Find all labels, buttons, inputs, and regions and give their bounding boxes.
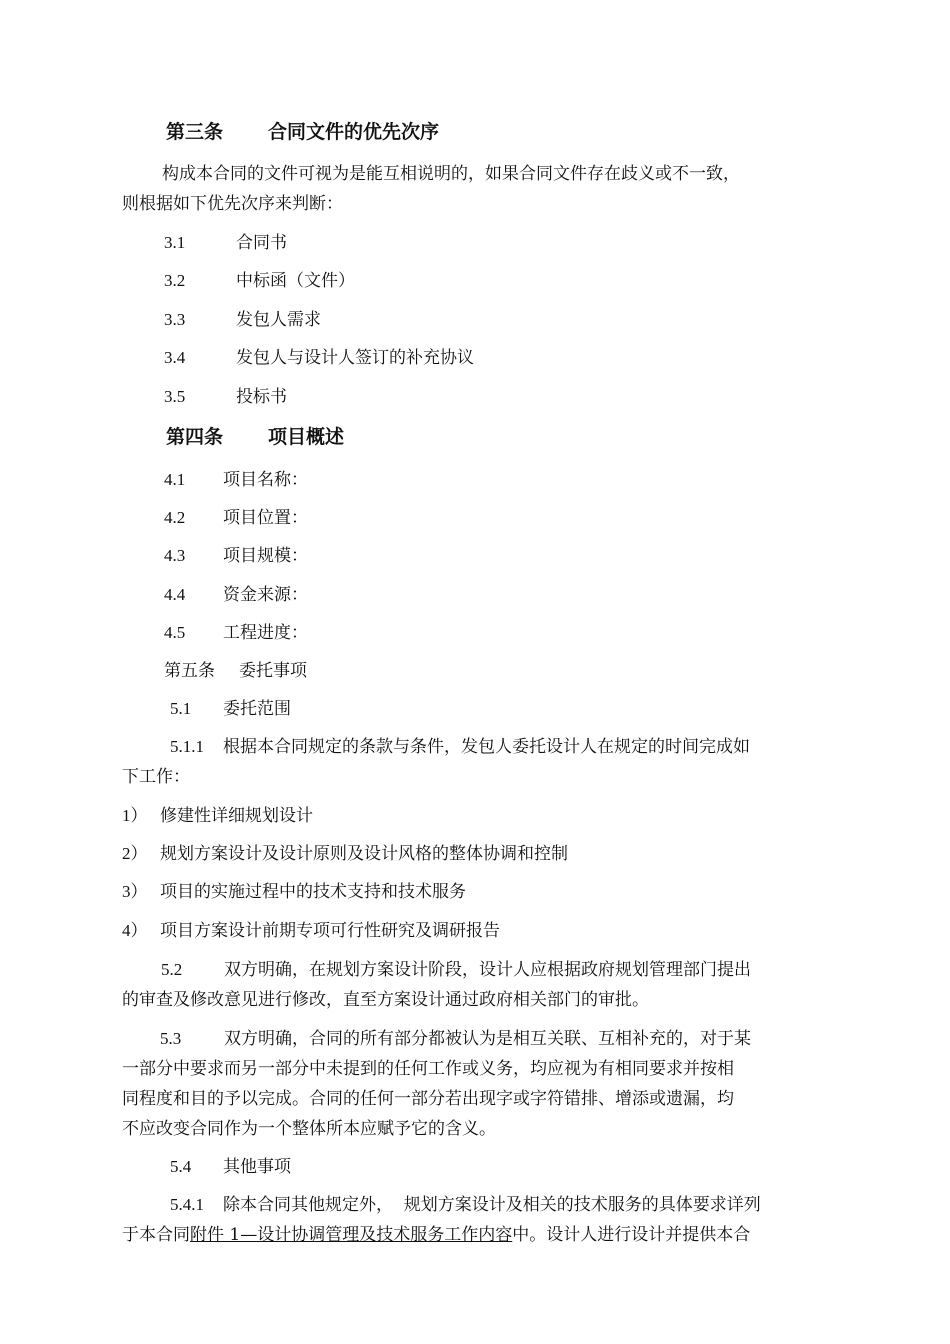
clause-4-3-text: 项目规模： (223, 546, 308, 566)
clause-3-5-text: 投标书 (236, 387, 287, 407)
clause-3-5-number: 3.5 (164, 387, 186, 406)
article-4-title: 项目概述 (268, 426, 345, 448)
clause-3-3-number: 3.3 (164, 310, 186, 329)
clause-5-1-1-number: 5.1.1 (170, 737, 204, 756)
clause-3-2-text: 中标函（文件） (236, 271, 355, 291)
article-3-number: 第三条 (166, 121, 224, 143)
clause-4-5-number: 4.5 (164, 623, 186, 642)
annex-1-reference-link[interactable]: 附件 1—设计协调管理及技术服务工作内容 (190, 1225, 513, 1245)
clause-5-3-line-3: 同程度和目的予以完成。合同的任何一部分若出现字或字符错排、增添或遗漏，均 (122, 1089, 734, 1109)
article-3-title: 合同文件的优先次序 (268, 121, 440, 143)
clause-5-3-line-2: 一部分中要求而另一部分中未提到的任何工作或义务，均应视为有相同要求并按相 (122, 1059, 734, 1079)
clause-5-1-1-line-2: 下工作： (122, 767, 190, 787)
list-item-3-number: 3） (122, 882, 148, 901)
article-4-number: 第四条 (166, 426, 224, 448)
clause-5-2-number: 5.2 (161, 960, 183, 979)
clause-5-4-1-line-2-suffix: 中。设计人进行设计并提供本合 (512, 1225, 751, 1245)
list-item-1-number: 1） (122, 806, 148, 825)
clause-5-4-1-line-2-prefix: 于本合同 (122, 1225, 190, 1245)
clause-4-3-number: 4.3 (164, 546, 186, 565)
clause-3-3-text: 发包人需求 (236, 310, 321, 330)
clause-4-1-text: 项目名称： (223, 470, 308, 490)
clause-4-2-number: 4.2 (164, 508, 186, 527)
article-5-number: 第五条 (164, 661, 215, 681)
list-item-4-text: 项目方案设计前期专项可行性研究及调研报告 (160, 921, 500, 941)
clause-3-1-text: 合同书 (236, 233, 287, 253)
clause-4-1-number: 4.1 (164, 470, 186, 489)
clause-5-1-1-line-1: 根据本合同规定的条款与条件，发包人委托设计人在规定的时间完成如 (223, 737, 750, 757)
clause-3-4-number: 3.4 (164, 348, 186, 367)
article-5-title: 委托事项 (239, 661, 307, 681)
clause-5-3-line-1: 双方明确，合同的所有部分都被认为是相互关联、互相补充的，对于某 (224, 1029, 751, 1049)
article-3-intro-line-1: 构成本合同的文件可视为是能互相说明的，如果合同文件存在歧义或不一致， (162, 164, 740, 184)
list-item-3-text: 项目的实施过程中的技术支持和技术服务 (160, 882, 466, 902)
clause-3-1-number: 3.1 (164, 233, 186, 252)
clause-5-1-text: 委托范围 (223, 699, 291, 719)
clause-4-2-text: 项目位置： (223, 508, 308, 528)
clause-5-1-number: 5.1 (170, 699, 192, 718)
clause-5-2-line-1: 双方明确，在规划方案设计阶段，设计人应根据政府规划管理部门提出 (224, 960, 751, 980)
list-item-2-text: 规划方案设计及设计原则及设计风格的整体协调和控制 (160, 844, 568, 864)
list-item-1-text: 修建性详细规划设计 (160, 806, 313, 826)
list-item-4-number: 4） (122, 921, 148, 940)
clause-5-4-1-number: 5.4.1 (170, 1195, 204, 1214)
clause-5-3-line-4: 不应改变合同作为一个整体所本应赋予它的含义。 (122, 1119, 496, 1139)
clause-4-4-number: 4.4 (164, 585, 186, 604)
clause-5-4-text: 其他事项 (223, 1157, 291, 1177)
clause-4-5-text: 工程进度： (223, 623, 308, 643)
article-3-intro-line-2: 则根据如下优先次序来判断： (122, 194, 343, 214)
clause-5-2-line-2: 的审查及修改意见进行修改，直至方案设计通过政府相关部门的审批。 (122, 990, 649, 1010)
clause-5-4-number: 5.4 (170, 1157, 192, 1176)
clause-5-4-1-line-1: 除本合同其他规定外， 规划方案设计及相关的技术服务的具体要求详列 (223, 1195, 761, 1215)
clause-3-2-number: 3.2 (164, 271, 186, 290)
list-item-2-number: 2） (122, 844, 148, 863)
clause-3-4-text: 发包人与设计人签订的补充协议 (236, 348, 474, 368)
clause-5-4-1-line-2 (122, 1223, 750, 1247)
clause-5-3-number: 5.3 (160, 1029, 182, 1048)
clause-4-4-text: 资金来源： (223, 585, 308, 605)
